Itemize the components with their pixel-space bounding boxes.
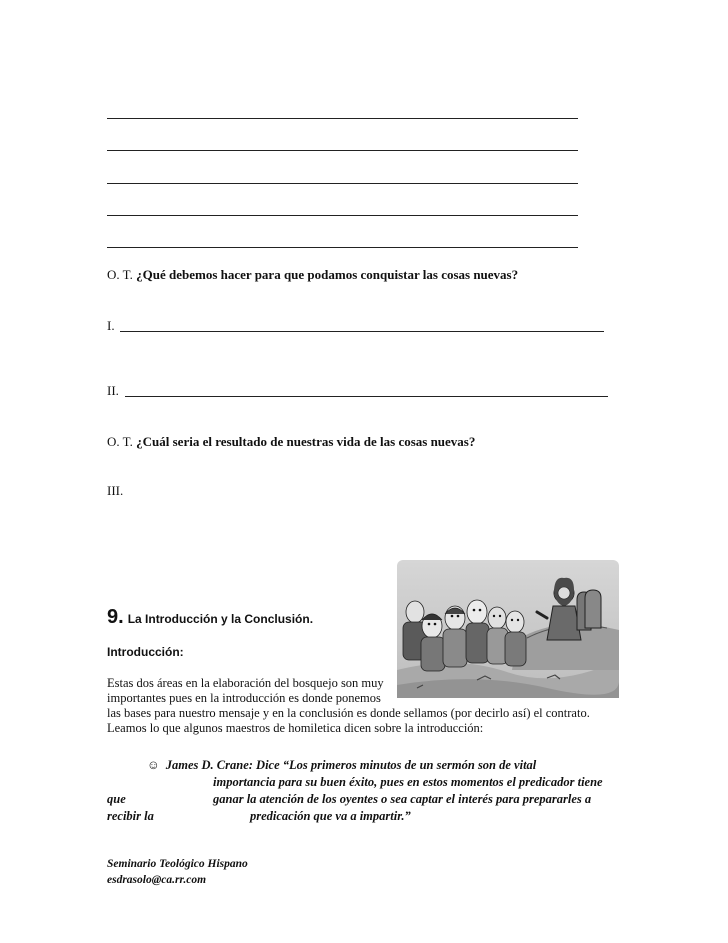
intro-paragraph [107, 676, 627, 736]
item-III-label: III. [107, 483, 124, 498]
crane-quote [107, 757, 617, 825]
subheading-introduccion: Introducción: [107, 645, 184, 659]
item-I [107, 318, 115, 334]
page-footer [107, 856, 248, 888]
question-1-text: ¿Qué debemos hacer para que podamos conquistar las cosas nuevas? [136, 267, 519, 282]
quote-line-2: importancia para su buen éxito, pues en estos momentos el predicador tiene [213, 775, 603, 789]
section-title: La Introducción y la Conclusión. [127, 612, 314, 626]
item-I-label: I. [107, 318, 115, 333]
quote-text-4a: recibir la [107, 809, 154, 823]
footer-institution: Seminario Teológico Hispano [107, 858, 248, 870]
blank-line [107, 118, 578, 119]
quote-line-1 [107, 757, 617, 774]
quote-text-4b: predicación que va a impartir.” [250, 809, 411, 823]
footer-email: esdrasolo@ca.rr.com [107, 874, 207, 886]
smiley-icon: ☺ [147, 758, 160, 772]
para-line-3: las bases para nuestro mensaje y en la conclusión es donde sellamos (por decirlo así) el contrato. [107, 706, 590, 720]
question-1 [107, 267, 518, 283]
para-line-2: importantes pues en la introducción es donde ponemos [107, 691, 381, 705]
para-line-1: Estas dos áreas en la elaboración del bosquejo son muy [107, 676, 384, 690]
blank-line [107, 183, 578, 184]
quote-text-3b: ganar la atención de los oyentes o sea captar el interés para prepararles a [213, 792, 592, 806]
quote-text-1: James D. Crane: Dice “Los primeros minutos de un sermón son de vital [165, 758, 537, 772]
item-II [107, 383, 119, 399]
para-line-4: Leamos lo que algunos maestros de homiletica dicen sobre la introducción: [107, 721, 484, 735]
item-II-label: II. [107, 383, 119, 398]
quote-line-4 [107, 808, 617, 825]
question-2-text: ¿Cuál seria el resultado de nuestras vida de las cosas nuevas? [136, 434, 476, 449]
blank-line [107, 215, 578, 216]
item-III [107, 483, 123, 499]
quote-line-3 [107, 791, 617, 808]
blank-line [107, 150, 578, 151]
quote-text-3a: que [107, 792, 126, 806]
section-number: 9. [107, 606, 124, 628]
blank-line [107, 247, 578, 248]
item-I-line [120, 331, 604, 332]
question-1-prefix: O. T. [107, 267, 137, 282]
item-II-line [125, 396, 608, 397]
section-heading [107, 606, 313, 629]
question-2-prefix: O. T. [107, 434, 137, 449]
question-2 [107, 434, 475, 450]
